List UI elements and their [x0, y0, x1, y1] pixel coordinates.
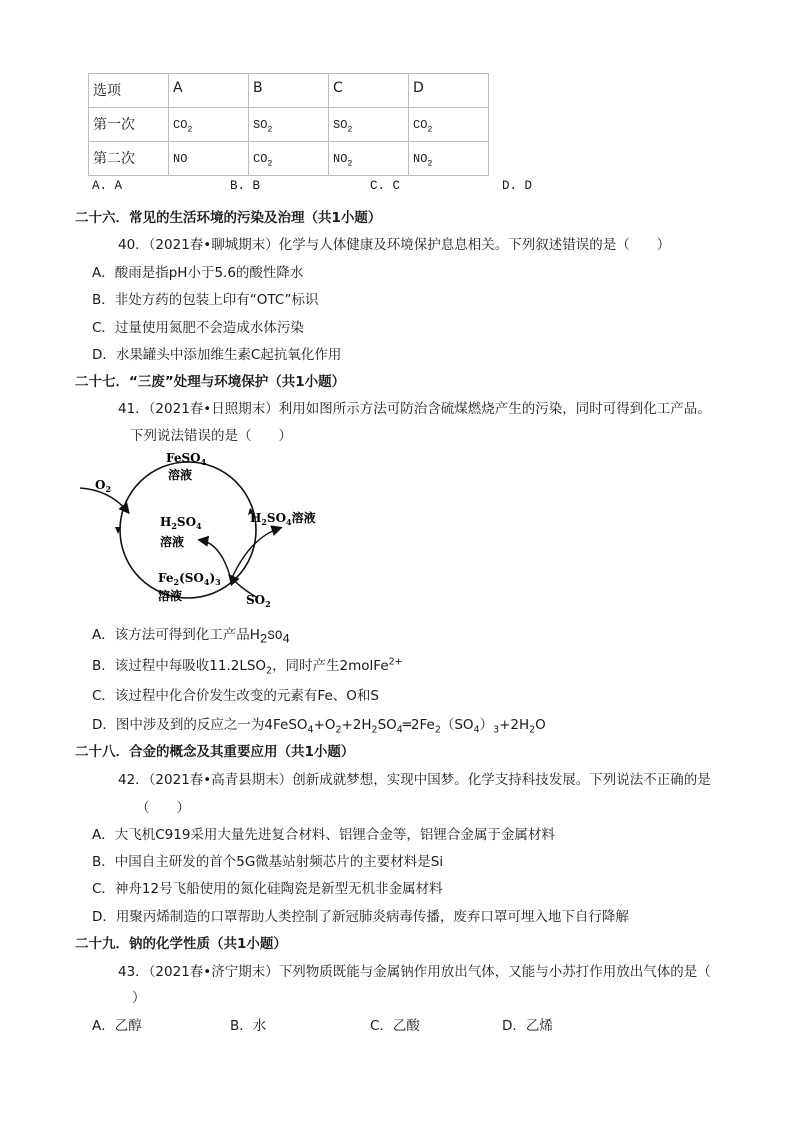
- subscript: 2: [427, 124, 433, 135]
- option-a: A. A: [92, 179, 123, 193]
- table-header-cell: A: [169, 74, 249, 108]
- option-c: C．神舟12号飞船使用的氮化硅陶瓷是新型无机非金属材料: [92, 881, 443, 897]
- question-stem: 41．（2021春•日照期末）利用如图所示方法可防治含硫煤燃烧产生的污染，同时可得到化工产品。: [118, 401, 711, 417]
- cycle-diagram: [70, 448, 330, 613]
- table-cell: [249, 108, 329, 142]
- table-cell: [249, 142, 329, 176]
- subscript: 2: [347, 124, 353, 135]
- table-cell: [409, 142, 489, 176]
- table-row: [89, 108, 489, 142]
- question-stem: 40．（2021春•聊城期末）化学与人体健康及环境保护息息相关。下列叙述错误的是（ ）: [118, 237, 671, 253]
- option-d: D．用聚丙烯制造的口罩帮助人类控制了新冠肺炎病毒传播，废弃口罩可埋入地下自行降解: [92, 909, 629, 925]
- option-d: D．水果罐头中添加维生素C起抗氧化作用: [92, 347, 342, 363]
- section-heading: 二十六．常见的生活环境的污染及治理（共1小题）: [75, 210, 382, 226]
- label-h2so4: $H_2SO_4$: [160, 515, 202, 531]
- subscript: 2: [347, 158, 353, 169]
- formula: CO: [413, 118, 428, 132]
- subscript: 2: [187, 124, 193, 135]
- option-b: B．非处方药的包装上印有“OTC”标识: [92, 292, 319, 308]
- option-a: A．该方法可得到化工产品$H_2SO_4$: [92, 627, 290, 647]
- formula: NO: [173, 152, 188, 166]
- label-h2so4-solution: 溶液: [160, 535, 185, 549]
- label-h2so4-product: $H_2SO_4$溶液: [250, 511, 316, 527]
- table-row-label: 第一次: [89, 108, 169, 142]
- option-d: D．乙烯: [502, 1018, 553, 1034]
- label-o2: $O_2$: [95, 478, 112, 494]
- option-a: A．大飞机C919采用大量先进复合材料、铝锂合金等，铝锂合金属于金属材料: [92, 827, 555, 843]
- table-header-cell: C: [329, 74, 409, 108]
- option-d: D. D: [502, 179, 533, 193]
- option-a: A．乙醇: [92, 1018, 142, 1034]
- option-d: D．图中涉及到的反应之一为$4FeSO_4+O_2+2H_2SO_4═2Fe_2(SO_4)_3+2H_2O$: [92, 717, 546, 736]
- formula: CO: [173, 118, 188, 132]
- option-c: C．乙酸: [370, 1018, 420, 1034]
- section-heading: 二十八．合金的概念及其重要应用（共1小题）: [75, 744, 355, 760]
- table-header-cell: 选项: [89, 74, 169, 108]
- option-b: B．水: [230, 1018, 267, 1034]
- subscript: 2: [267, 124, 273, 135]
- subscript: 2: [267, 158, 273, 169]
- table-header-cell: D: [409, 74, 489, 108]
- option-c: C．过量使用氮肥不会造成水体污染: [92, 320, 304, 336]
- question-stem-cont: 下列说法错误的是（ ）: [130, 428, 292, 444]
- label-fe2so43: $Fe_2(SO_4)_3$: [158, 571, 221, 587]
- table-cell: [329, 142, 409, 176]
- section-heading: 二十七．“三废”处理与环境保护（共1小题）: [75, 374, 346, 390]
- section-heading: 二十九．钠的化学性质（共1小题）: [75, 936, 287, 952]
- formula: CO: [253, 152, 268, 166]
- option-c: C．该过程中化合价发生改变的元素有Fe、O和S: [92, 688, 379, 704]
- question-stem: 42．（2021春•高青县期末）创新成就梦想，实现中国梦。化学支持科技发展。下列说法不正确的是: [118, 772, 711, 788]
- formula: NO: [333, 152, 348, 166]
- label-feso4: FeSO$_4$: [166, 451, 207, 467]
- option-b: B．该过程中每吸收$11.2LSO_2$，同时产生2molFe$^{2+}$: [92, 656, 403, 677]
- question-stem-cont: （ ）: [136, 800, 190, 816]
- label-so2: $SO_2$: [246, 593, 271, 609]
- table-row-label: 第二次: [89, 142, 169, 176]
- table-header-row: [89, 74, 489, 108]
- table-cell: [169, 108, 249, 142]
- formula: SO: [253, 118, 268, 132]
- option-a: A．酸雨是指pH小于5.6的酸性降水: [92, 265, 304, 281]
- option-b: B．中国自主研发的首个5G微基站射频芯片的主要材料是Si: [92, 854, 444, 870]
- options-table: [88, 73, 489, 176]
- table-cell: [409, 108, 489, 142]
- question-stem-cont: ）: [132, 990, 146, 1006]
- formula: NO: [413, 152, 428, 166]
- table-row: [89, 142, 489, 176]
- label-feso4-solution: 溶液: [168, 468, 193, 482]
- label-fe2so43-solution: 溶液: [158, 589, 183, 603]
- table-cell: [169, 142, 249, 176]
- formula: SO: [333, 118, 348, 132]
- table-cell: [329, 108, 409, 142]
- subscript: 2: [427, 158, 433, 169]
- question-stem: 43．（2021春•济宁期末）下列物质既能与金属钠作用放出气体，又能与小苏打作用放出气体的是（: [118, 964, 711, 980]
- option-b: B. B: [230, 179, 261, 193]
- option-c: C. C: [370, 179, 401, 193]
- table-header-cell: B: [249, 74, 329, 108]
